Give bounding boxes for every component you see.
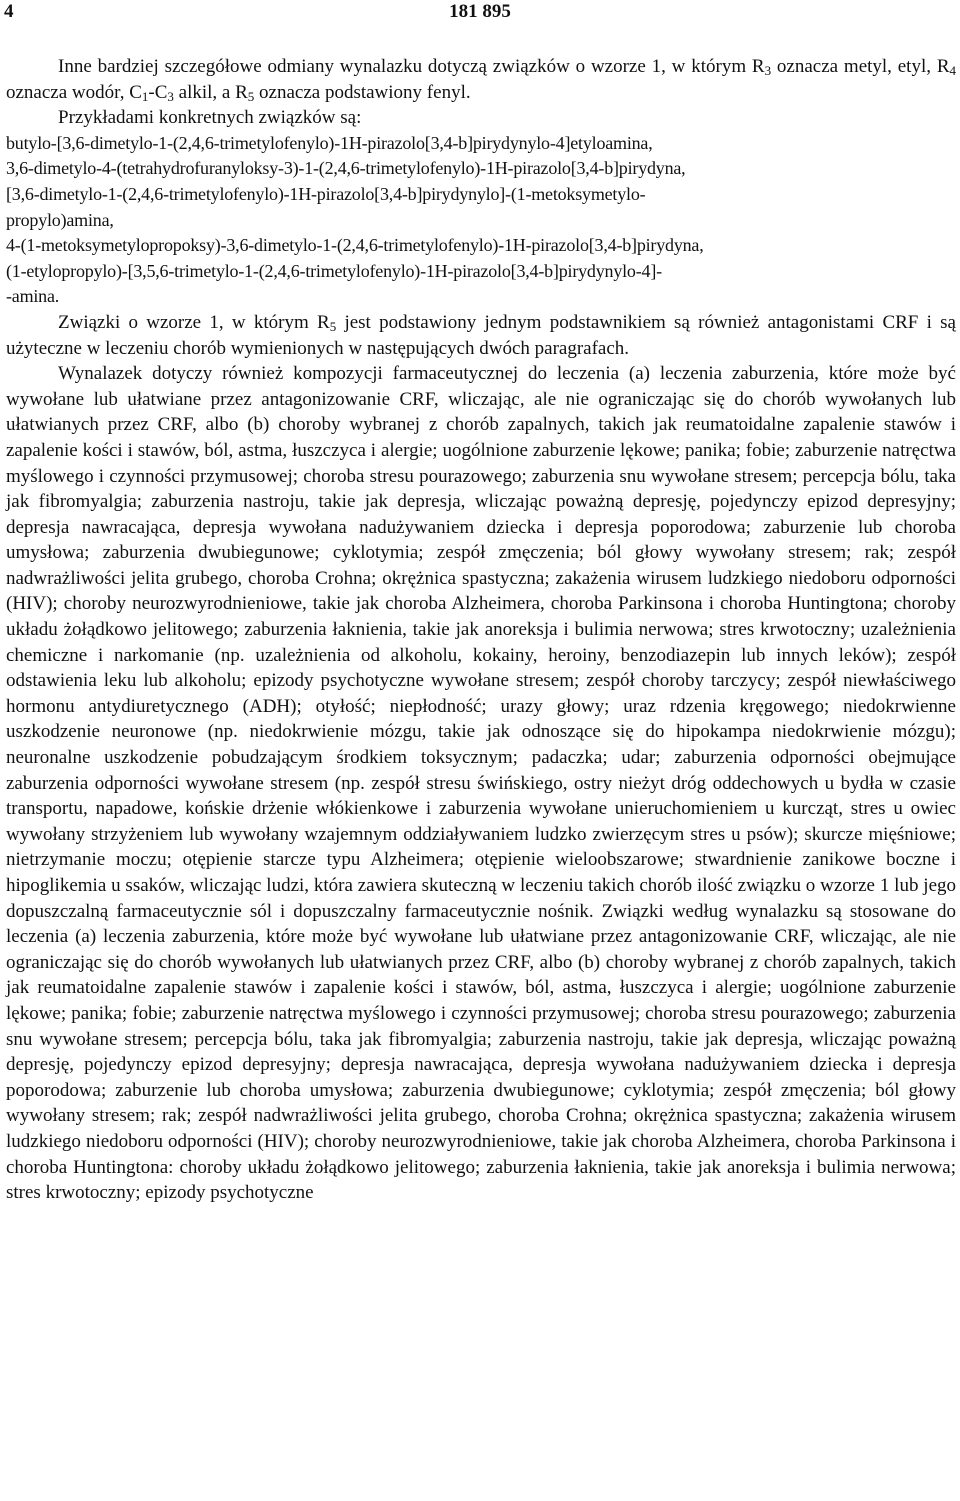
paragraph-examples-intro: Przykładami konkretnych związków są: — [58, 107, 362, 129]
text-run: oznacza wodór, C — [6, 81, 142, 103]
paragraph-invention: Wynalazek dotyczy również kompozycji farmaceutycznej do leczenia (a) leczenia zaburzenia, które może być wywołane lub ułatwiane przez antagonizowanie CRF, wliczając, ale nie ograniczając się do chorób wywołanych lub ułatwianych przez CRF, albo (b) choroby wybranej z chorób zapalnych, takich jak reumatoidalne zapalenie stawów i zapalenie kości i stawów, ból, astma, łuszczyca i alergie; uogólnione zaburzenie lękowe; panika; fobie; zaburzenie natręctwa myślowego i czynności przymusowej; choroba stresu pourazowego; zaburzenia snu wywołane stresem; percepcja bólu, taka jak fibromyalgia; zaburzenia nastroju, takie jak depresja, wliczając poważną depresję, pojedynczy epizod depresyjny; depresja nawracająca, depresja wywołana nadużywaniem dziecka i depresja poporodowa; zaburzenie lub choroba umysłowa; zaburzenia dwubiegunowe; cyklotymia; zespół zmęczenia; ból głowy wywołany stresem; rak; zespół nadwrażliwości jelita grubego, choroba Crohna; okrężnica spastyczna; zakażenia wirusem ludzkiego niedoboru odporności (HIV); choroby neurozwyrodnieniowe, takie jak choroba Alzheimera, choroba Parkinsona i choroba Huntingtona; choroby układu żołądkowo jelitowego; zaburzenia łaknienia, takie jak anoreksja i bulimia nerwowa; stres krwotoczny; uzależnienia chemiczne i narkomanie (np. uzależnienia od alkoholu, kokainy, heroiny, benzodiazepin lub innych leków); zespół odstawienia leku lub alkoholu; epizody psychotyczne wywołane stresem; zespół choroby tarczycy; zespół niewłaściwego hormonu antydiuretycznego (ADH); otyłość; niepłodność; urazy głowy; uraz rdzenia kręgowego; niedokrwienne uszkodzenie neuronowe (np. niedokrwienie mózgu, takie jak odnoszące się do hipokampa niedokrwienie mózgu); neuronalne uszkodzenie pobudzającym środkiem toksycznym; padaczka; udar; zaburzenia odporności obejmujące zaburzenia odporności wywołane stresem (np. zespół stresu świńskiego, ostry nieżyt dróg oddechowych u bydła w czasie transportu, napadowe, końskie drżenie włókienkowe i zaburzenia wywołane unieruchomieniem u kurcząt, stres u owiec wywołany strzyżeniem lub wywołany wzajemnym oddziaływaniem ludzko zwierzęcym stres u psów); skurcze mięśniowe; nietrzymanie moczu; otępienie starcze typu Alzheimera; otępienie wieloobszarowe; stwardnienie zanikowe boczne i hipoglikemia u ssaków, wliczając ludzi, która zawiera skuteczną w leczeniu takich chorób ilość związku o wzorze 1 lub jego dopuszczalną farmaceutycznie sól i dopuszczalny farmaceutycznie nośnik. Związki według wynalazku są stosowane do leczenia (a) leczenia zaburzenia, które może być wywołane lub ułatwiane przez antagonizowanie CRF, wliczając, ale nie ograniczając się do chorób wywołanych lub ułatwianych przez CRF, albo (b) choroby wybranej z chorób zapalnych, takich jak reumatoidalne zapalenie stawów i zapalenie kości i stawów, ból, astma, łuszczyca i alergie; uogólnione zaburzenie lękowe; panika; fobie; zaburzenie natręctwa myślowego i czynności przymusowej; choroba stresu pourazowego; zaburzenia snu wywołane stresem; percepcja bólu, taka jak fibromyalgia; zaburzenia nastroju, takie jak depresja, wliczając poważną depresję, pojedynczy epizod depresyjny; depresja nawracająca, depresja wywołana nadużywaniem dziecka i depresja poporodowa; zaburzenie lub choroba umysłowa; zaburzenia dwubiegunowe; cyklotymia; zespół zmęczenia; ból głowy wywołany stresem; rak; zespół nadwrażliwości jelita grubego, choroba Crohna; okrężnica spastyczna; zakażenia wirusem ludzkiego niedoboru odporności (HIV); choroby neurozwyrodnieniowe, takie jak choroba Alzheimera, choroba Parkinsona i choroba Huntingtona: choroby układu żołądkowo jelitowego; zaburzenia łaknienia, takie jak anoreksja i bulimia nerwowa; stres krwotoczny; epizody psychotyczne — [6, 363, 956, 1204]
compound-line: butylo-[3,6-dimetylo-1-(2,4,6-trimetylofenylo)-1H-pirazolo[3,4-b]pirydynylo-4]etyloamina, — [6, 132, 653, 153]
paragraph-r5 — [6, 310, 956, 361]
text-run: oznacza podstawiony fenyl. — [254, 81, 471, 103]
compound-line: -amina. — [6, 286, 60, 307]
text-run: alkil, a R — [173, 81, 248, 103]
subscript: 3 — [764, 63, 772, 78]
paragraph-intro — [6, 54, 956, 105]
compound-line: propylo)amina, — [6, 209, 114, 230]
subscript: 4 — [949, 63, 956, 78]
text-run: -C — [148, 81, 168, 103]
compound-line: 4-(1-metoksymetylopropoksy)-3,6-dimetylo-1-(2,4,6-trimetylofenylo)-1H-pirazolo[3,4-b]pirydyna, — [6, 235, 704, 256]
document-body — [6, 54, 956, 1206]
compound-line: 3,6-dimetylo-4-(tetrahydrofuranyloksy-3)-1-(2,4,6-trimetylofenylo)-1H-pirazolo[3,4-b]pirydyna, — [6, 158, 686, 179]
page-header — [0, 0, 960, 26]
patent-number: 181 895 — [449, 1, 511, 22]
subscript: 3 — [167, 88, 174, 104]
text-run: Inne bardziej szczegółowe odmiany wynalazku dotyczą związków o wzorze 1, w którym R — [58, 56, 765, 77]
page-number: 4 — [4, 1, 14, 22]
text-run: Związki o wzorze 1, w którym R — [58, 311, 330, 333]
subscript: 5 — [247, 88, 255, 104]
text-run: jest podstawiony jednym podstawnikiem są również antagonistami CRF i są użyteczne w leczeniu chorób wymienionych w następujących dwóch paragrafach. — [6, 311, 956, 359]
text-run: oznacza metyl, etyl, R — [771, 56, 950, 77]
subscript: 1 — [141, 88, 149, 104]
compound-line: [3,6-dimetylo-1-(2,4,6-trimetylofenylo)-1H-pirazolo[3,4-b]pirydynylo]-(1-metoksymetylo- — [6, 183, 646, 204]
subscript: 5 — [329, 318, 337, 334]
compound-line: (1-etylopropylo)-[3,5,6-trimetylo-1-(2,4,6-trimetylofenylo)-1H-pirazolo[3,4-b]pirydynylo-4]- — [6, 260, 662, 281]
